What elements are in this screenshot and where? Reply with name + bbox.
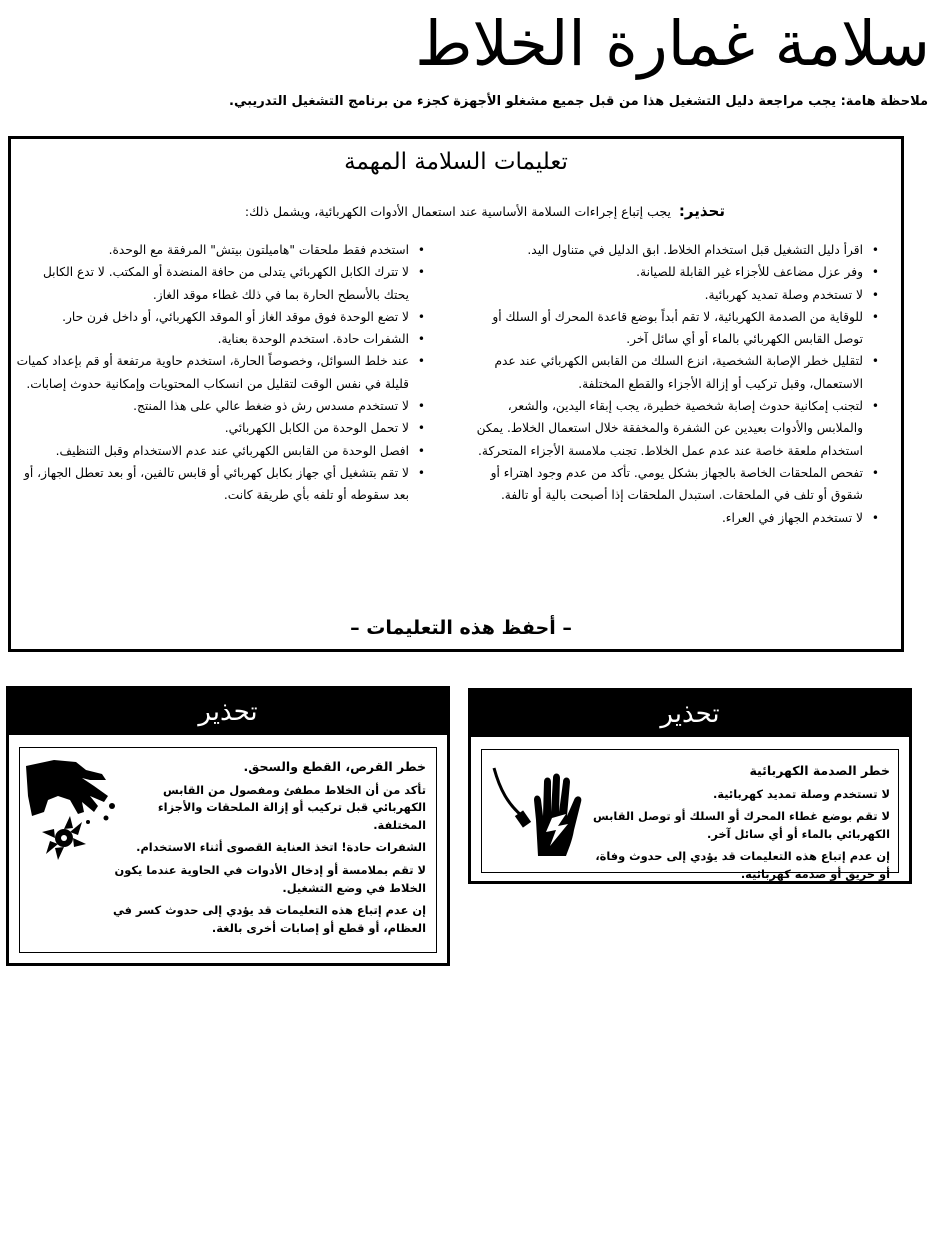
instruction-item: • لا تستخدم مسدس رش ذو ضغط عالي على هذا المنتج. [15,395,409,417]
safety-heading: تعليمات السلامة المهمة [344,149,568,175]
warning-text [584,762,890,889]
instruction-item: • لا تحمل الوحدة من الكابل الكهربائي. [15,417,409,439]
warning-line: الشفرات حادة! اتخذ العناية القصوى أثناء الاستخدام. [136,840,426,855]
instruction-item: • افصل الوحدة من القابس الكهربائي عند عدم الاستخدام وقبل التنظيف. [15,440,409,462]
instruction-item: • عند خلط السوائل، وخصوصاً الحارة، استخدم حاوية مرتفعة أو قم بإعداد كميات قليلة في نفس الوقت لتقليل من انسكاب المحتويات وإمكانية حدوث إصابات. [15,350,409,395]
instructions-column-left [15,239,425,507]
warning-intro [41,202,725,220]
warning-band: تحذير [9,689,447,735]
warning-band: تحذير [471,691,909,737]
warning-line: إن عدم إتباع هذه التعليمات قد يؤدي إلى حدوث وفاة، أو حريق أو صدمة كهربائية. [595,849,890,881]
important-note: ملاحظة هامة: يجب مراجعة دليل التشغيل هذا من قبل جميع مشغلو الأجهزة كجزء من برنامج التشغيل التدريبي. [229,94,928,109]
instruction-item: • لا تترك الكابل الكهربائي يتدلى من حافة المنضدة أو المكتب. لا تدع الكابل يحتك بالأسطح الحارة بما في ذلك غطاء موقد الغاز. [15,261,409,306]
warning-line: تأكد من أن الخلاط مطفئ ومفصول من القابس الكهربائي قبل تركيب أو إزالة الملحقات والأجزاء المختلفة. [157,782,426,832]
hand-blade-icon [24,756,120,866]
warning-box-electric-shock [468,688,912,884]
warning-heading: خطر الصدمة الكهربائية [749,763,890,778]
instruction-item: • لتقليل خطر الإصابة الشخصية، انزع السلك من القابس الكهربائي عند عدم الاستعمال، وقبل تركيب أو إزالة الأجزاء والقطع المختلفة. [461,350,863,395]
warning-intro-text: يجب إتباع إجراءات السلامة الأساسية عند استعمال الأدوات الكهربائية، ويشمل ذلك: [244,204,671,219]
instruction-item: • تفحص الملحقات الخاصة بالجهاز بشكل يومي. تأكد من عدم وجود اهتراء أو شقوق أو تلف في الملحقات. استبدل الملحقات إذا أصبحت بالية أو تالفة. [461,462,863,507]
warning-line: لا تستخدم وصلة تمديد كهربائية. [713,786,890,801]
page-title: سلامة غمارة الخلاط [415,7,930,80]
instruction-item: • لا تقم بتشغيل أي جهاز بكابل كهربائي أو قابس تالفين، أو بعد تعطل الجهاز، أو بعد سقوطه أو تلفه بأي طريقة كانت. [15,462,409,507]
instruction-item: • لا تستخدم الجهاز في العراء. [461,507,863,529]
instruction-item: • اقرأ دليل التشغيل قبل استخدام الخلاط. ابق الدليل في متناول اليد. [461,239,863,261]
warning-box-cut-hazard [6,686,450,966]
instruction-item: • لا تضع الوحدة فوق موقد الغاز أو الموقد الكهربائي، أو داخل فرن حار. [15,306,409,328]
instruction-item: • لا تستخدم وصلة تمديد كهربائية. [461,284,863,306]
warning-heading: خطر القرص، القطع والسحق. [243,759,426,774]
warning-word: تحذير: [678,202,725,220]
instruction-item: • استخدم فقط ملحقات "هاميلتون بيتش" المرفقة مع الوحدة. [15,239,409,261]
warning-line: لا تقم بوضع غطاء المحرك أو السلك أو توصل القابس الكهربائي بالماء أو أي سائل آخر. [593,809,890,841]
safety-instructions-box [8,136,904,652]
warning-line: لا تقم بملامسة أو إدخال الأدوات في الحاوية عندما يكون الخلاط في وضع التشغيل. [114,862,426,895]
keep-instructions: – أحفظ هذه التعليمات – [350,617,572,639]
warning-body [19,747,437,953]
warning-line: إن عدم إتباع هذه التعليمات قد يؤدي إلى حدوث كسر في العظام، أو قطع أو إصابات أخرى بالغة. [112,903,426,935]
instruction-item: • الشفرات حادة. استخدم الوحدة بعناية. [15,328,409,350]
instructions-column-right [461,239,879,529]
warning-body [481,749,899,881]
instruction-item: • لتجنب إمكانية حدوث إصابة شخصية خطيرة، يجب إبقاء اليدين، والشعر، والملابس والأدوات بعيدين عن الشفرة والمخفقة خلال استعمال الخلاط. يمكن استخدام ملعقة خاصة عند عدم عمل الخلاط. تجنب ملامسة الأجزاء المتحركة. [461,395,863,462]
warning-text [108,758,426,942]
instruction-item: • للوقاية من الصدمة الكهربائية، لا تقم أبداً بوضع قاعدة المحرك أو السلك أو توصل القابس الكهربائي بالماء أو أي سائل آخر. [461,306,863,351]
instruction-item: • وفر عزل مضاعف للأجزاء غير القابلة للصيانة. [461,261,863,283]
electric-shock-hand-icon [490,760,590,860]
